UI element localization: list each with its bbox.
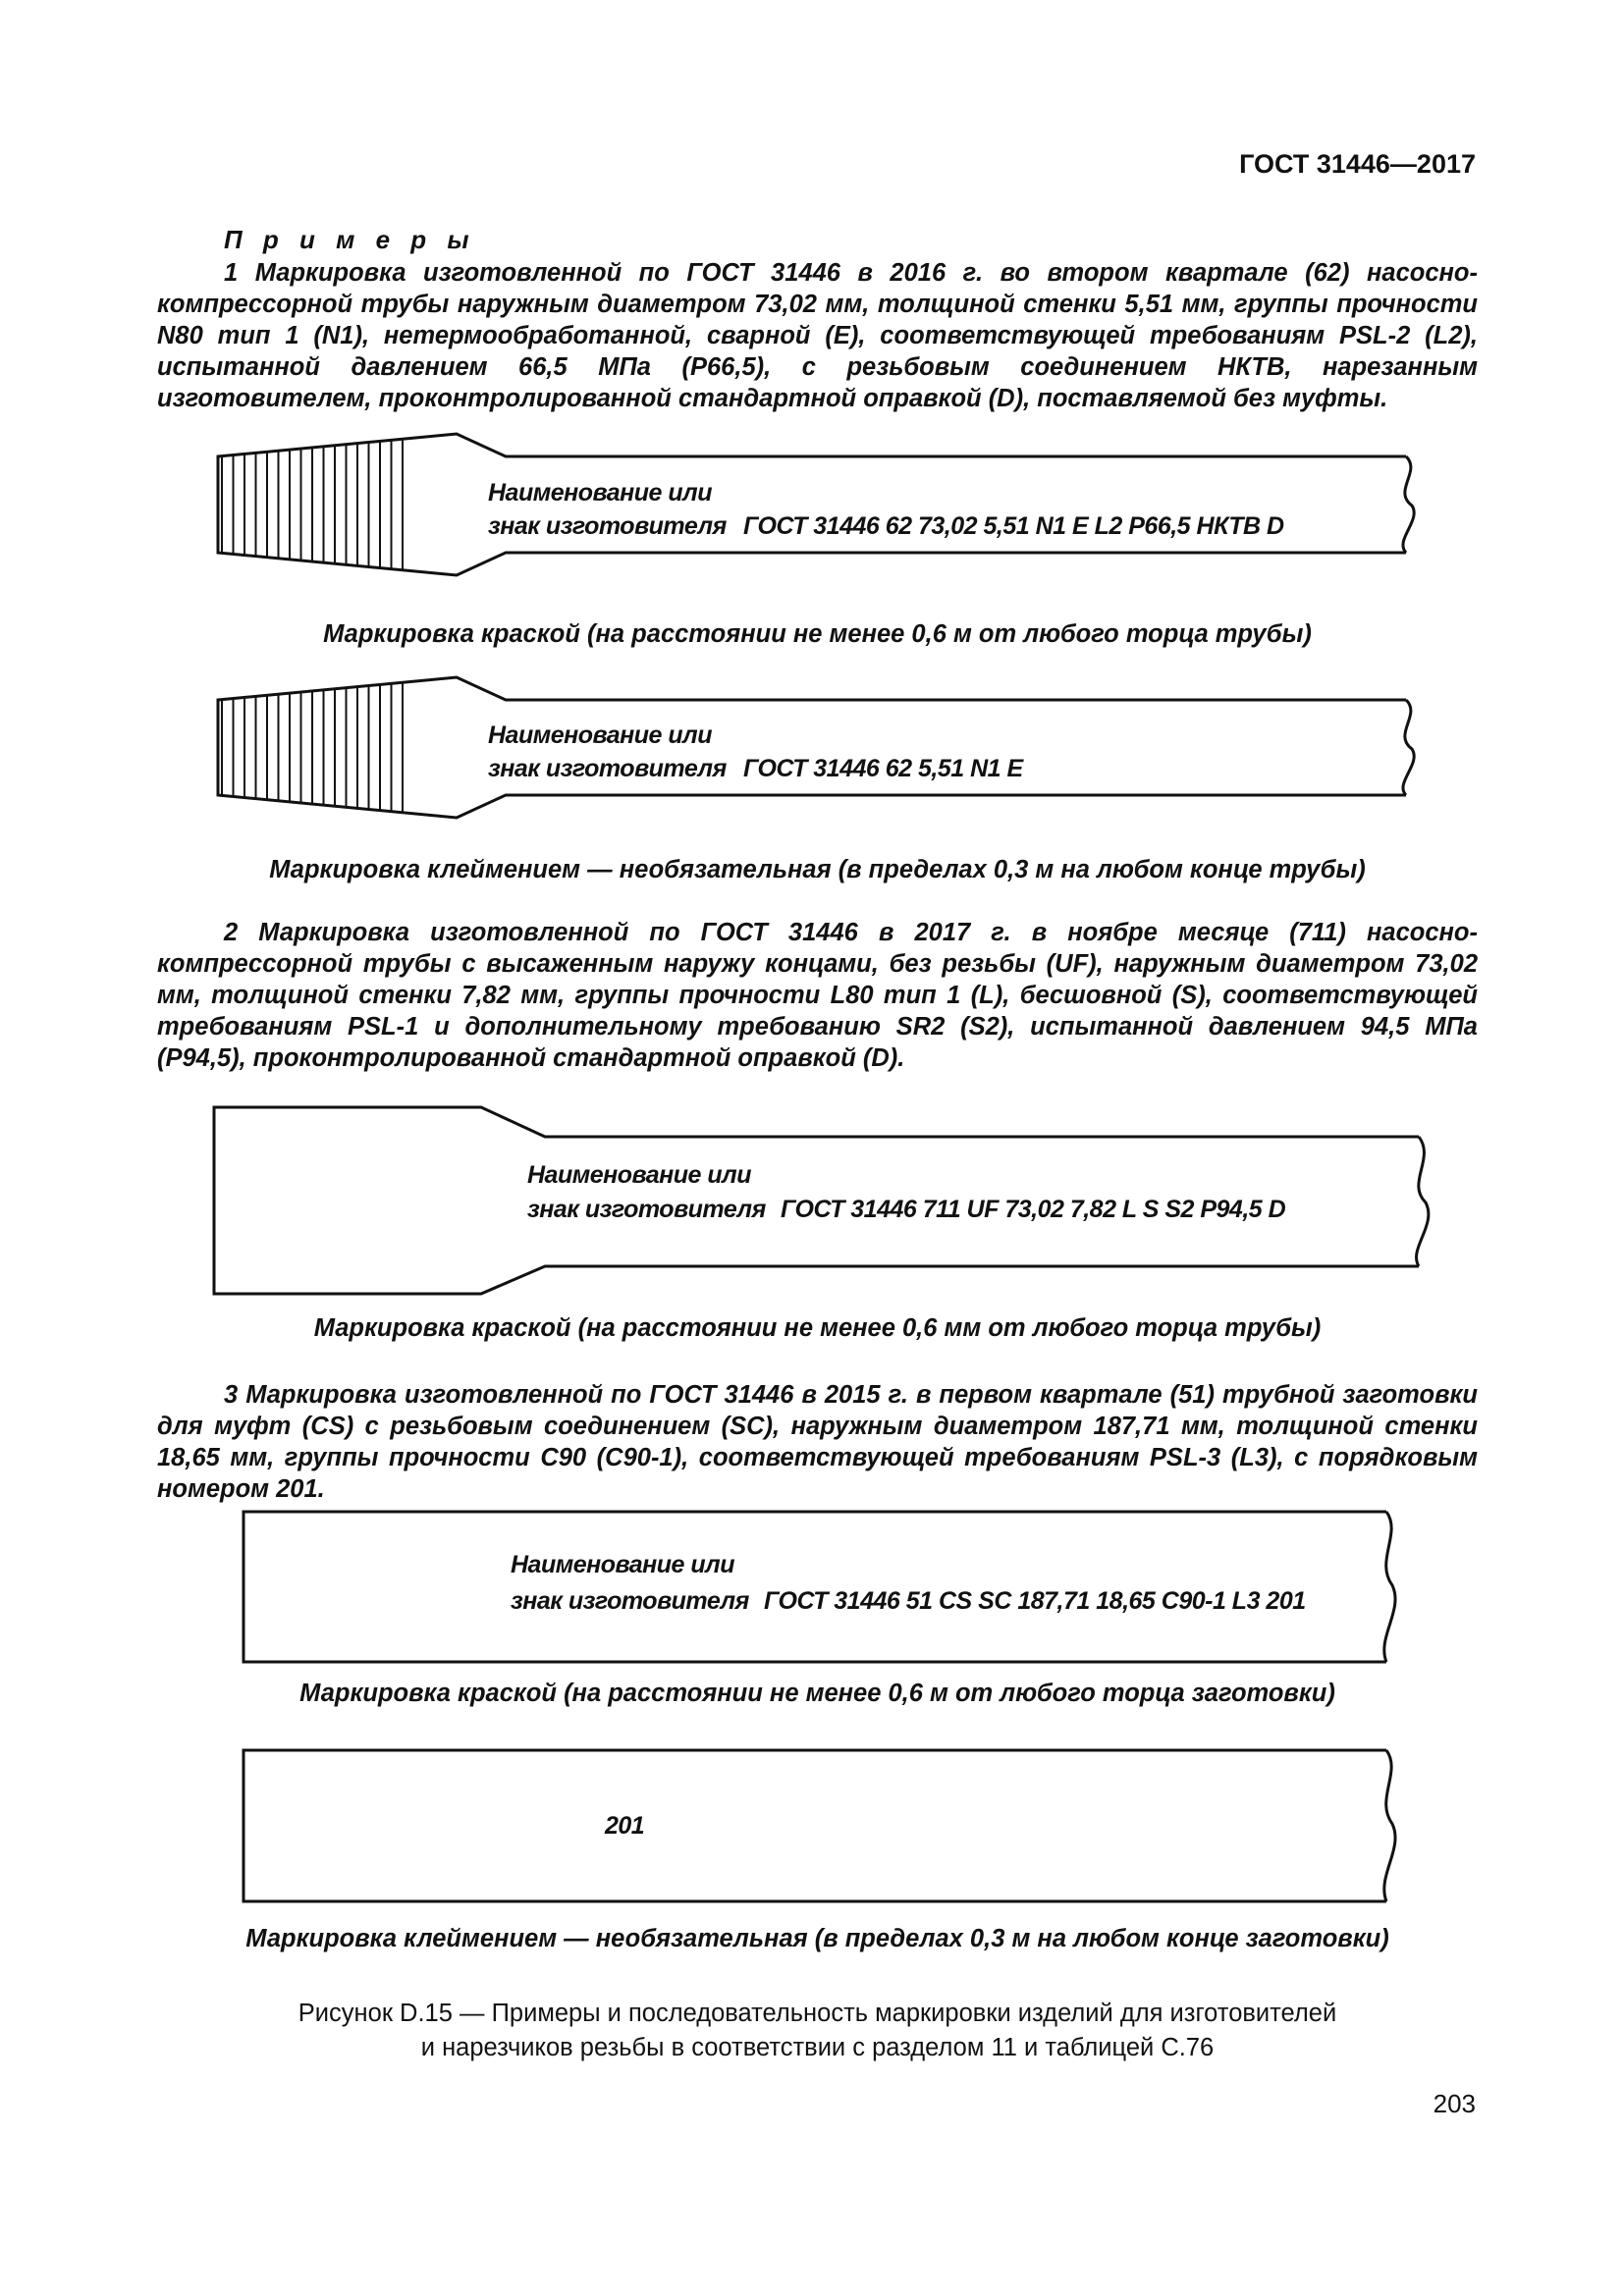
- pipe-3-paint-caption: Маркировка краской (на расстоянии не менее 0,6 мм от любого торца трубы): [313, 1314, 1322, 1342]
- example-2-text: 2 Маркировка изготовленной по ГОСТ 31446 в 2017 г. в ноябре месяце (711) насосно-компрессорной трубы с высаженным наружу концами, без резьбы (UF), наружным диаметром 73,02 мм, толщиной стенки 7,82 мм, группы прочности L80 тип 1 (L), бесшовной (S), соответствующей требованиям PSL-1 и дополнительному требованию SR2 (S2), испытанной давлением 94,5 МПа (P94,5), проконтролированной стандартной оправкой (D).: [157, 919, 1478, 1072]
- pipe-1-manufacturer-label-line2: знак изготовителя: [488, 512, 727, 540]
- thread-hatching-2: [222, 682, 403, 813]
- pipe-1-manufacturer-label-line1: Наименование или: [488, 479, 712, 507]
- page-number: 203: [1433, 2089, 1476, 2118]
- pipe-3-outline: [214, 1107, 1429, 1294]
- coupling-stock-2-marking-text: 201: [605, 1812, 645, 1840]
- coupling-stock-2-outline: [243, 1750, 1395, 1901]
- figure-caption-line2: и нарезчиков резьбы в соответствии с разделом 11 и таблицей C.76: [420, 2034, 1215, 2061]
- pipe-3-marking-text: ГОСТ 31446 711 UF 73,02 7,82 L S S2 P94,5 D: [781, 1196, 1286, 1223]
- pipe-2-manufacturer-label-line2: знак изготовителя: [488, 755, 727, 782]
- coupling-stock-1-paint-caption: Маркировка краской (на расстоянии не менее 0,6 м от любого торца заготовки): [299, 1680, 1335, 1707]
- pipe-2-manufacturer-label-line1: Наименование или: [488, 721, 712, 749]
- figure-caption: [157, 1997, 1478, 2065]
- coupling-stock-2-stamp-caption: Маркировка клеймением — необязательная (в пределах 0,3 м на любом конце заготовки): [245, 1925, 1389, 1952]
- pipe-2-stamp-caption: Маркировка клеймением — необязательная (в пределах 0,3 м на любом конце трубы): [269, 856, 1366, 883]
- pipe-2-outline: [218, 677, 1414, 818]
- pipe-1-marking-text: ГОСТ 31446 62 73,02 5,51 N1 E L2 P66,5 НКТВ D: [743, 512, 1284, 540]
- examples-heading: П р и м е р ы: [224, 225, 476, 254]
- coupling-stock-1-marking-text: ГОСТ 31446 51 CS SC 187,71 18,65 C90-1 L3 201: [764, 1587, 1306, 1615]
- coupling-stock-1-outline: [243, 1512, 1395, 1662]
- example-1-text: 1 Маркировка изготовленной по ГОСТ 31446 в 2016 г. во втором квартале (62) насосно-компрессорной трубы наружным диаметром 73,02 мм, толщиной стенки 5,51 мм, группы прочности N80 тип 1 (N1), нетермообработанной, сварной (E), соответствующей требованиям PSL-2 (L2), испытанной давлением 66,5 МПа (P66,5), с резьбовым соединением НКТВ, нарезанным изготовителем, проконтролированной стандартной оправкой (D), поставляемой без муфты.: [157, 259, 1478, 412]
- thread-hatching-1: [222, 439, 403, 570]
- pipe-1-outline: [218, 434, 1414, 575]
- coupling-stock-1-manufacturer-label-line1: Наименование или: [511, 1551, 734, 1578]
- pipe-2-marking-text: ГОСТ 31446 62 5,51 N1 E: [743, 755, 1023, 782]
- pipe-3-manufacturer-label-line2: знак изготовителя: [527, 1196, 766, 1223]
- pipe-3-manufacturer-label-line1: Наименование или: [527, 1161, 751, 1189]
- figure-caption-line1: Рисунок D.15 — Примеры и последовательность маркировки изделий для изготовителей: [298, 2000, 1337, 2027]
- example-3-text: 3 Маркировка изготовленной по ГОСТ 31446 в 2015 г. в первом квартале (51) трубной заготовки для муфт (CS) с резьбовым соединением (SC), наружным диаметром 187,71 мм, толщиной стенки 18,65 мм, группы прочности C90 (C90-1), соответствующей требованиям PSL-3 (L3), с порядковым номером 201.: [157, 1381, 1478, 1503]
- coupling-stock-1-manufacturer-label-line2: знак изготовителя: [511, 1587, 749, 1615]
- pipe-1-paint-caption: Маркировка краской (на расстоянии не менее 0,6 м от любого торца трубы): [323, 620, 1312, 648]
- document-code-header: ГОСТ 31446—2017: [1239, 149, 1476, 179]
